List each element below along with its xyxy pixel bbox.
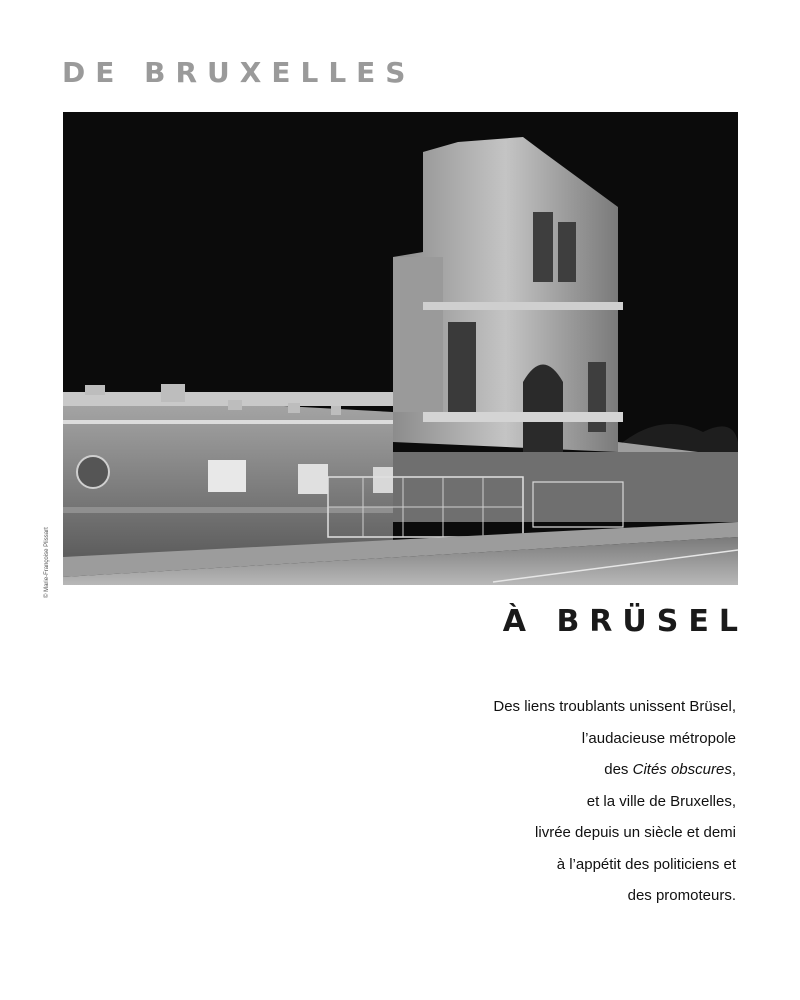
building-photograph — [63, 112, 738, 585]
paragraph-line: Des liens troublants unissent Brüsel, — [493, 698, 736, 715]
paragraph-line-prefix: des — [604, 761, 633, 778]
paragraph-line-suffix: , — [731, 761, 736, 778]
paragraph-line: et la ville de Bruxelles, — [586, 792, 736, 810]
photograph-icon — [63, 112, 738, 585]
paragraph-line — [316, 757, 736, 789]
intro-paragraph — [316, 694, 736, 915]
paragraph-line: à l’appétit des politiciens et — [556, 855, 736, 873]
paragraph-line: livrée depuis un siècle et demi — [535, 824, 736, 841]
paragraph-line: des promoteurs. — [627, 887, 736, 904]
photo-credit: © Marie-Françoise Plissart — [44, 527, 50, 598]
page-title-top: DE BRUXELLES — [62, 56, 416, 89]
paragraph-line: l’audacieuse métropole — [581, 729, 736, 747]
book-title: Cités obscures — [632, 761, 732, 778]
page-title-bottom: À BRÜSEL — [502, 604, 748, 639]
